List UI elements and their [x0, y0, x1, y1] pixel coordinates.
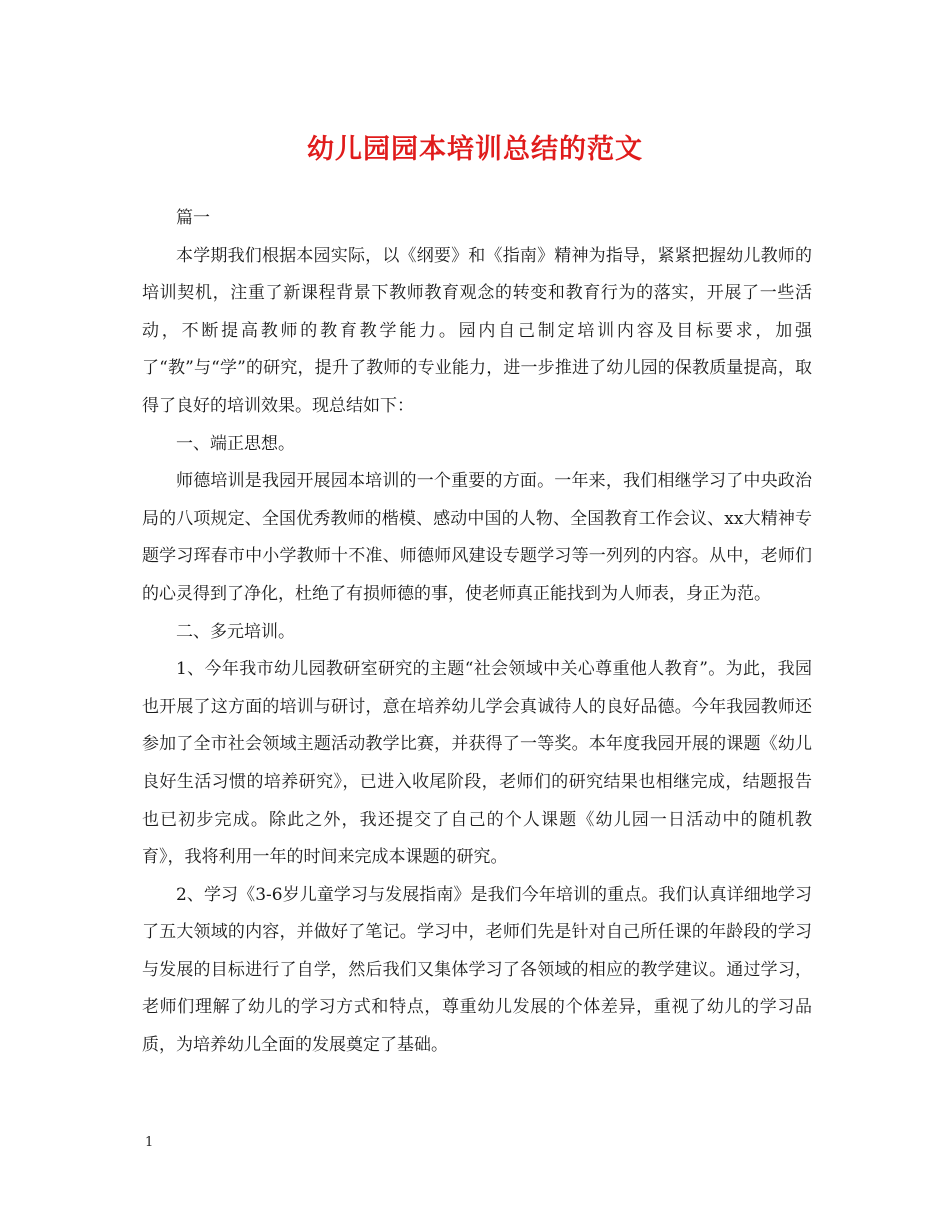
document-body — [142, 200, 812, 1065]
paragraph-item-1: 1、今年我市幼儿园教研室研究的主题“社会领域中关心尊重他人教育”。为此，我园也开展了这方面的培训与研讨，意在培养幼儿学会真诚待人的良好品德。今年我园教师还参加了全市社会领域主题活动教学比赛，并获得了一等奖。本年度我园开展的课题《幼儿良好生活习惯的培养研究》，已进入收尾阶段，老师们的研究结果也相继完成，结题报告也已初步完成。除此之外，我还提交了自己的个人课题《幼儿园一日活动中的随机教育》，我将利用一年的时间来完成本课题的研究。 — [142, 659, 812, 868]
document-title: 幼儿园园本培训总结的范文 — [307, 134, 643, 165]
paragraph-item-2: 2、学习《3-6岁儿童学习与发展指南》是我们今年培训的重点。我们认真详细地学习了五大领域的内容，并做好了笔记。学习中，老师们先是针对自己所任课的年龄段的学习与发展的目标进行了自学，然后我们又集体学习了各领域的相应的教学建议。通过学习，老师们理解了幼儿的学习方式和特点，尊重幼儿发展的个体差异，重视了幼儿的学习品质，为培养幼儿全面的发展奠定了基础。 — [142, 884, 812, 1056]
page-number: 1 — [145, 1135, 154, 1150]
section-heading-1: 一、端正思想。 — [176, 433, 295, 454]
paragraph-ethics-training: 师德培训是我园开展园本培训的一个重要的方面。一年来，我们相继学习了中央政治局的八项规定、全国优秀教师的楷模、感动中国的人物、全国教育工作会议、xx大精神专题学习珲春市中小学教师十不准、师德师风建设专题学习等一列列的内容。从中，老师们的心灵得到了净化，杜绝了有损师德的事，使老师真正能找到为人师表，身正为范。 — [142, 471, 812, 604]
paragraph-intro: 本学期我们根据本园实际，以《纲要》和《指南》精神为指导，紧紧把握幼儿教师的培训契机，注重了新课程背景下教师教育观念的转变和教育行为的落实，开展了一些活动，不断提高教师的教育教学能力。园内自己制定培训内容及目标要求，加强了“教”与“学”的研究，提升了教师的专业能力，进一步推进了幼儿园的保教质量提高，取得了良好的培训效果。现总结如下： — [142, 245, 812, 416]
section-heading-2: 二、多元培训。 — [176, 621, 295, 642]
section-heading-part-one: 篇一 — [176, 208, 210, 228]
